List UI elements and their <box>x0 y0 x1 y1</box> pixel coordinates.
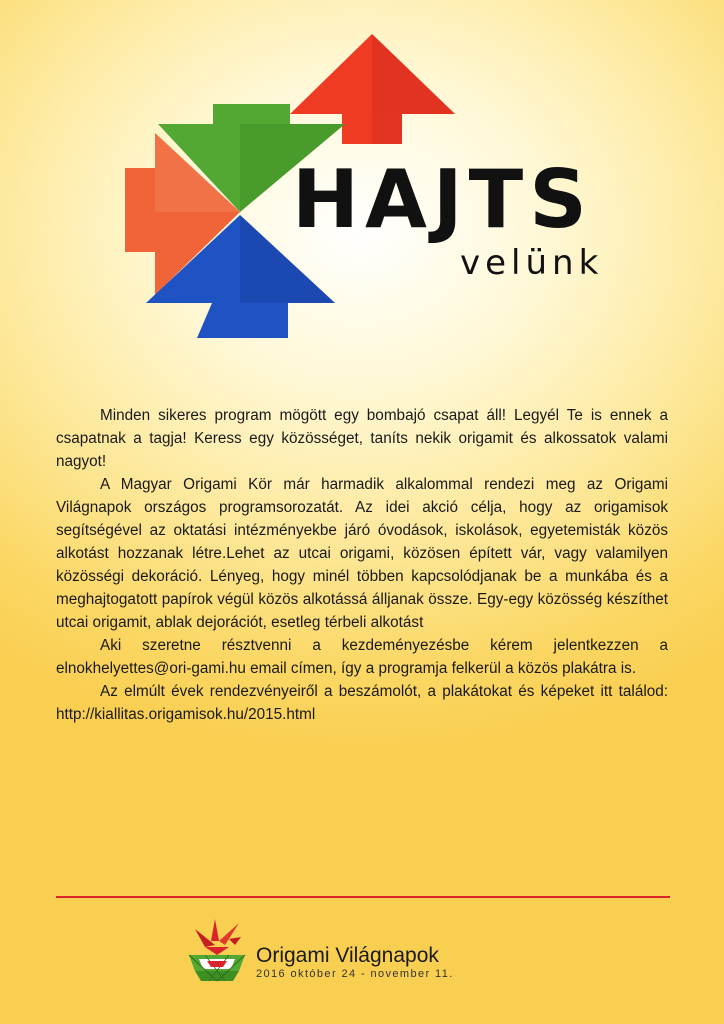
paragraph-4-intro: Az elmúlt évek rendezvényeiről a beszámolót, a plakátokat és képeket itt találod: <box>100 683 668 700</box>
paragraph-1: Minden sikeres program mögött egy bombajó csapat áll! Legyél Te is ennek a csapatnak a tagja! Keress egy közösséget, taníts nekik origamit és alkossatok valami nagyot! <box>56 407 668 470</box>
footer-divider <box>56 896 670 898</box>
body-text <box>56 404 668 726</box>
footer-dates: 2016 október 24 - november 11. <box>256 968 454 980</box>
footer-title: Origami Világnapok <box>256 944 439 967</box>
origami-crane-globe-logo-icon <box>185 915 249 987</box>
paragraph-4 <box>56 680 668 726</box>
source-link[interactable]: http://kiallitas.origamisok.hu/2015.html <box>56 706 316 723</box>
brand-subtitle: velünk <box>460 243 604 283</box>
brand-title: HAJTS <box>292 153 593 246</box>
paragraph-3: Aki szeretne résztvenni a kezdeményezésbe kérem jelentkezzen a elnokhelyettes@ori-gami.hu email címen, így a programja felkerül a közös plakátra is. <box>56 637 668 677</box>
paragraph-2: A Magyar Origami Kör már harmadik alkalommal rendezi meg az Origami Világnapok országos programsorozatát. Az idei akció célja, hogy az origamisok segítségével az oktatási intézményekbe járó óvodások, iskolások, egyetemisták közös alkotást hozzanak létre.Lehet az utcai origami, közösen épített vár, vagy valamilyen közösségi dekoráció. Lényeg, hogy minél többen kapcsolódjanak be a munkába és a meghajtogatott papírok végül közös alkotássá álljanak össze. Egy-egy közösség készíthet utcai origamit, ablak dejorációt, esetleg térbeli alkotást <box>56 476 668 631</box>
